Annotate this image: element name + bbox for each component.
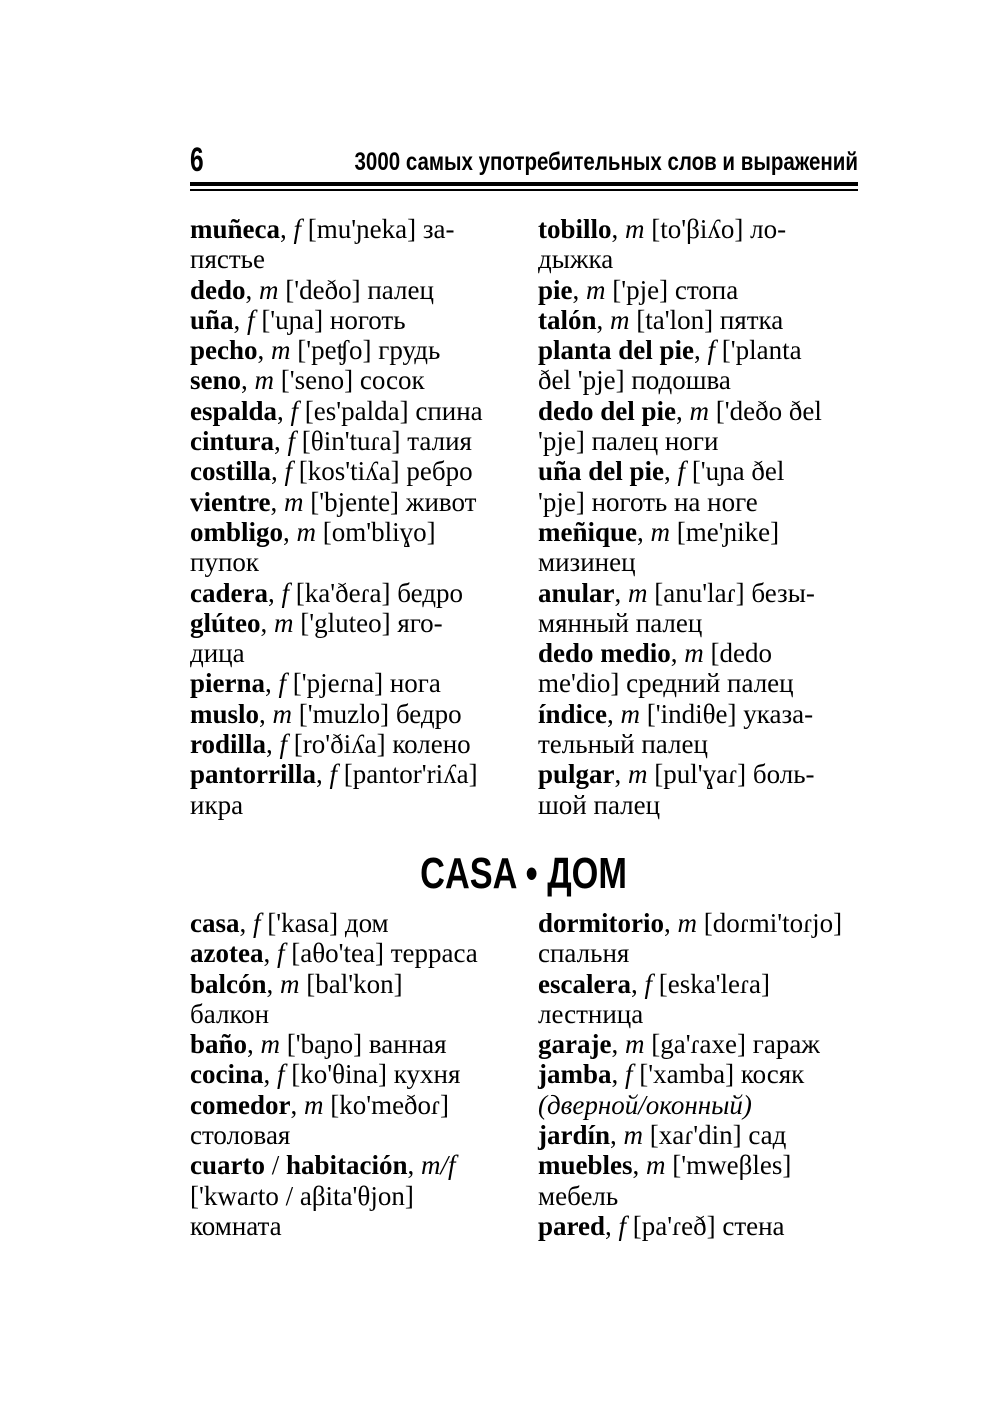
entry-text: ['kwaɾto / aβita'θjon]: [190, 1180, 414, 1211]
running-title: 3000 самых употребительных слов и выражений: [354, 148, 858, 176]
entry-line: [190, 305, 512, 335]
entry-line: [190, 638, 512, 668]
entry-text: ,: [274, 426, 288, 457]
entry-text: [me'ɲike]: [670, 516, 780, 547]
entry-text: [mu'ɲeka] за-: [301, 214, 455, 244]
gender-label: f: [253, 908, 261, 938]
gender-label: f: [276, 938, 285, 969]
entry-line: [538, 456, 860, 486]
headword: pecho: [190, 335, 258, 366]
entry-text: ðel 'pje] подошва: [538, 365, 731, 396]
entry-text: ['deðo] палец: [278, 274, 434, 305]
entry-line: [190, 668, 512, 698]
entry-line: [538, 396, 860, 426]
entry-line: [190, 999, 512, 1029]
entry-line: [190, 908, 512, 938]
entry-text: ,: [605, 1210, 619, 1241]
headword: glúteo: [190, 607, 261, 638]
usage-note: (дверной/оконный): [538, 1089, 752, 1120]
entry-line: [538, 335, 860, 365]
entry-text: ,: [290, 1089, 304, 1120]
entry-line: [190, 1090, 512, 1120]
entry-line: [190, 456, 512, 486]
entry-text: ,: [280, 214, 294, 244]
entry-text: ['uɲa ðel: [685, 456, 785, 487]
entry-line: [538, 729, 860, 759]
entry-text: [es'palda] спина: [298, 395, 483, 426]
entry-text: ['baɲo] ванная: [280, 1029, 447, 1060]
headword: muslo: [190, 698, 260, 729]
entry-text: [pantor'riʎa]: [337, 759, 478, 790]
entry-text: ,: [266, 968, 281, 999]
gender-label: m: [280, 968, 300, 999]
entry-text: дыжка: [538, 244, 614, 275]
section-title-text: CASA • ДОМ: [420, 849, 628, 898]
gender-label: m: [646, 1150, 666, 1181]
headword: talón: [538, 304, 597, 335]
entry-line: [190, 729, 512, 759]
entry-text: ['planta: [715, 335, 802, 366]
headword: azotea: [190, 938, 264, 969]
header-rule-thin: [190, 189, 858, 191]
headword: pie: [538, 274, 573, 305]
gender-label: m: [254, 365, 275, 396]
entry-text: ,: [572, 274, 587, 305]
entry-text: ,: [637, 516, 651, 547]
entry-text: /: [264, 1150, 286, 1181]
header-rule-thick: [190, 182, 858, 186]
entry-text: ['indiθe] указа-: [640, 698, 814, 729]
entry-text: 'pje] ноготь на ноге: [538, 486, 758, 517]
headword: jamba: [538, 1059, 612, 1090]
section1-right-column: [538, 214, 860, 820]
headword: casa: [190, 908, 240, 938]
entry-text: ,: [611, 1029, 625, 1060]
entry-text: лестница: [538, 998, 644, 1029]
entry-line: [538, 938, 860, 968]
entry-text: [ro'ðiʎa] колено: [287, 729, 471, 760]
entry-text: тельный палец: [538, 729, 708, 760]
headword: cuarto: [190, 1150, 265, 1181]
headword: garaje: [538, 1029, 612, 1060]
entry-text: ['kasa] дом: [260, 908, 389, 938]
entry-text: ['mweβles]: [665, 1150, 792, 1181]
page-header: [190, 138, 858, 182]
gender-label: m: [625, 214, 645, 244]
entry-text: [ka'ðeɾa] бедро: [288, 577, 464, 608]
entry-line: [190, 1211, 512, 1241]
headword: dedo del pie: [538, 395, 677, 426]
entry-text: ,: [265, 668, 279, 699]
headword: anular: [538, 577, 615, 608]
entry-line: [190, 214, 512, 244]
entry-text: [xaɾ'din] сад: [643, 1120, 787, 1151]
entry-text: ,: [266, 729, 280, 760]
entry-line: [538, 908, 860, 938]
entry-text: ,: [676, 395, 690, 426]
entry-text: столовая: [190, 1120, 291, 1151]
entry-line: [538, 1211, 860, 1241]
entry-text: ,: [611, 1059, 625, 1090]
entry-line: [538, 214, 860, 244]
gender-label: f: [284, 456, 293, 487]
gender-label: f: [618, 1210, 627, 1241]
entry-text: me'dio] средний палец: [538, 668, 794, 699]
entry-text: ,: [270, 486, 284, 517]
entry-text: [doɾmi'toɾjo]: [696, 908, 843, 938]
entry-line: [538, 547, 860, 577]
headword: balcón: [190, 968, 267, 999]
headword: tobillo: [538, 214, 612, 244]
gender-label: m: [650, 516, 671, 547]
headword: planta del pie: [538, 335, 695, 366]
entry-text: ,: [263, 938, 277, 969]
headword: costilla: [190, 456, 271, 487]
headword: pulgar: [538, 759, 615, 790]
gender-label: m: [296, 516, 317, 547]
section2-right-column: [538, 908, 860, 1241]
gender-label: m/f: [421, 1150, 456, 1181]
entry-line: [538, 244, 860, 274]
entry-line: [538, 638, 860, 668]
entry-line: [538, 999, 860, 1029]
entry-text: [pul'ɣaɾ] боль-: [647, 759, 815, 790]
headword: uña: [190, 304, 234, 335]
headword: dedo medio: [538, 638, 671, 669]
entry-text: ,: [663, 908, 678, 938]
entry-text: ,: [694, 335, 708, 366]
entry-text: [om'bliɣo]: [316, 516, 436, 547]
entry-line: [538, 365, 860, 395]
gender-label: f: [707, 335, 716, 366]
headword: dedo: [190, 274, 246, 305]
entry-line: [190, 396, 512, 426]
entry-text: ['uɲa] ноготь: [254, 304, 406, 335]
entry-line: [538, 275, 860, 305]
entry-line: [190, 244, 512, 274]
entry-text: спальня: [538, 938, 630, 969]
gender-label: m: [260, 1029, 281, 1060]
entry-text: ,: [259, 698, 273, 729]
section1-left-column: [190, 214, 512, 820]
entry-line: [190, 608, 512, 638]
entry-text: мебель: [538, 1180, 619, 1211]
entry-text: ,: [610, 1120, 624, 1151]
gender-label: f: [279, 729, 288, 760]
entry-line: [190, 1029, 512, 1059]
entry-text: [pa'ɾeð] стена: [626, 1210, 785, 1241]
entry-text: ,: [407, 1150, 422, 1181]
entry-text: ,: [632, 1150, 646, 1181]
gender-label: m: [303, 1089, 324, 1120]
entry-text: [to'βiʎo] ло-: [644, 214, 787, 244]
entry-text: дица: [190, 638, 245, 669]
gender-label: f: [625, 1059, 633, 1090]
entry-text: ['seno] сосок: [274, 365, 425, 396]
entry-line: [190, 426, 512, 456]
entry-text: балкон: [190, 998, 270, 1029]
headword: seno: [190, 365, 242, 396]
page-number: 6: [190, 141, 204, 179]
entry-text: [bal'kon]: [299, 968, 403, 999]
entry-text: ,: [283, 516, 297, 547]
entry-line: [538, 517, 860, 547]
entry-text: икра: [190, 789, 244, 820]
headword: baño: [190, 1029, 248, 1060]
entry-text: [ga'ɾaxe] гараж: [644, 1029, 820, 1060]
headword: vientre: [190, 486, 271, 517]
entry-text: ,: [670, 638, 685, 669]
gender-label: m: [689, 395, 710, 426]
headword: muñeca: [190, 214, 280, 244]
gender-label: f: [677, 456, 686, 487]
entry-text: ,: [664, 456, 678, 487]
gender-label: m: [628, 759, 648, 790]
entry-line: [190, 517, 512, 547]
gender-label: f: [287, 426, 296, 457]
entry-line: [538, 1120, 860, 1150]
entry-text: пупок: [190, 547, 260, 578]
headword: meñique: [538, 516, 638, 547]
entry-line: [538, 790, 860, 820]
gender-label: m: [684, 638, 704, 669]
gender-label: f: [644, 968, 652, 999]
entry-text: ,: [241, 365, 255, 396]
gender-label: f: [290, 395, 299, 426]
entry-text: [θin'tuɾa] талия: [295, 426, 472, 457]
entry-line: [190, 547, 512, 577]
entry-text: ,: [245, 274, 260, 305]
entry-text: мянный палец: [538, 607, 703, 638]
headword: comedor: [190, 1089, 291, 1120]
entry-line: [190, 487, 512, 517]
headword: espalda: [190, 395, 278, 426]
entry-text: ['xamba] косяк: [632, 1059, 805, 1090]
entry-text: ,: [260, 607, 274, 638]
headword: jardín: [538, 1120, 611, 1151]
entry-text: [ko'θina] кухня: [284, 1059, 461, 1090]
gender-label: m: [274, 607, 294, 638]
entry-text: ['pjeɾna] нога: [286, 668, 441, 699]
gender-label: f: [281, 577, 289, 608]
headword: uña del pie: [538, 456, 665, 487]
gender-label: m: [272, 698, 293, 729]
entry-text: ,: [271, 456, 285, 487]
entry-text: [ta'lon] пятка: [629, 304, 784, 335]
entry-line: [190, 335, 512, 365]
entry-text: ,: [596, 304, 611, 335]
headword: índice: [538, 698, 608, 729]
headword: habitación: [286, 1150, 408, 1181]
headword: escalera: [538, 968, 631, 999]
entry-line: [190, 275, 512, 305]
entry-text: ,: [257, 335, 271, 366]
gender-label: m: [271, 335, 291, 366]
gender-label: m: [283, 486, 304, 517]
entry-text: ,: [611, 214, 626, 244]
gender-label: f: [277, 1059, 285, 1090]
entry-line: [538, 578, 860, 608]
entry-line: [190, 790, 512, 820]
entry-line: [538, 699, 860, 729]
gender-label: m: [628, 577, 648, 608]
section2-left-column: [190, 908, 512, 1241]
entry-line: [538, 759, 860, 789]
gender-label: f: [293, 214, 302, 244]
entry-text: ['deðo ðel: [709, 395, 822, 426]
entry-line: [538, 305, 860, 335]
headword: pantorrilla: [190, 759, 316, 790]
entry-text: ,: [239, 908, 253, 938]
gender-label: f: [247, 304, 255, 335]
entry-text: шой палец: [538, 789, 661, 820]
entry-line: [190, 1120, 512, 1150]
gender-label: m: [586, 274, 606, 305]
entry-text: ,: [277, 395, 291, 426]
entry-text: [anu'laɾ] безы-: [647, 577, 815, 608]
gender-label: f: [278, 668, 287, 699]
entry-line: [190, 1059, 512, 1089]
entry-text: ,: [267, 577, 282, 608]
entry-text: [aθo'tea] терраса: [284, 938, 478, 969]
gender-label: m: [624, 1029, 645, 1060]
entry-line: [538, 1059, 860, 1089]
gender-label: m: [620, 698, 641, 729]
headword: rodilla: [190, 729, 267, 760]
headword: dormitorio: [538, 908, 664, 938]
entry-text: ,: [247, 1029, 261, 1060]
entry-line: [538, 426, 860, 456]
entry-text: ,: [614, 759, 629, 790]
headword: ombligo: [190, 516, 284, 547]
entry-line: [190, 578, 512, 608]
entry-line: [538, 1181, 860, 1211]
section-title: [190, 846, 858, 902]
headword: cintura: [190, 426, 274, 457]
entry-line: [190, 1181, 512, 1211]
entry-text: ['pje] стопа: [605, 274, 739, 305]
entry-text: ,: [316, 759, 330, 790]
entry-line: [538, 608, 860, 638]
entry-line: [190, 969, 512, 999]
gender-label: m: [677, 908, 697, 938]
entry-line: [538, 1029, 860, 1059]
entry-text: ['muzlo] бедро: [292, 698, 462, 729]
entry-text: [eska'leɾa]: [651, 968, 771, 999]
entry-line: [190, 1150, 512, 1180]
entry-line: [538, 1150, 860, 1180]
entry-line: [538, 969, 860, 999]
entry-line: [190, 759, 512, 789]
entry-text: ,: [614, 577, 629, 608]
gender-label: m: [623, 1120, 644, 1151]
headword: pared: [538, 1210, 606, 1241]
gender-label: m: [259, 274, 279, 305]
entry-line: [190, 365, 512, 395]
entry-text: [ko'meðoɾ]: [323, 1089, 450, 1120]
entry-text: ,: [263, 1059, 277, 1090]
entry-text: пястье: [190, 244, 265, 275]
headword: cocina: [190, 1059, 264, 1090]
entry-text: [dedo: [703, 638, 772, 669]
entry-line: [538, 487, 860, 517]
entry-line: [538, 1090, 860, 1120]
entry-text: ,: [607, 698, 621, 729]
entry-text: ,: [630, 968, 645, 999]
entry-text: ,: [233, 304, 248, 335]
headword: cadera: [190, 577, 268, 608]
headword: muebles: [538, 1150, 633, 1181]
gender-label: m: [610, 304, 630, 335]
entry-line: [190, 699, 512, 729]
entry-text: мизинец: [538, 547, 636, 578]
entry-text: ['bjente] живот: [303, 486, 477, 517]
entry-text: 'pje] палец ноги: [538, 426, 719, 457]
entry-text: ['gluteo] яго-: [293, 607, 443, 638]
headword: pierna: [190, 668, 266, 699]
entry-text: ['peʧo] грудь: [290, 335, 441, 366]
entry-line: [538, 668, 860, 698]
entry-text: комната: [190, 1210, 282, 1241]
entry-text: [kos'tiʎa] ребро: [292, 456, 473, 487]
gender-label: f: [329, 759, 338, 790]
entry-line: [190, 938, 512, 968]
